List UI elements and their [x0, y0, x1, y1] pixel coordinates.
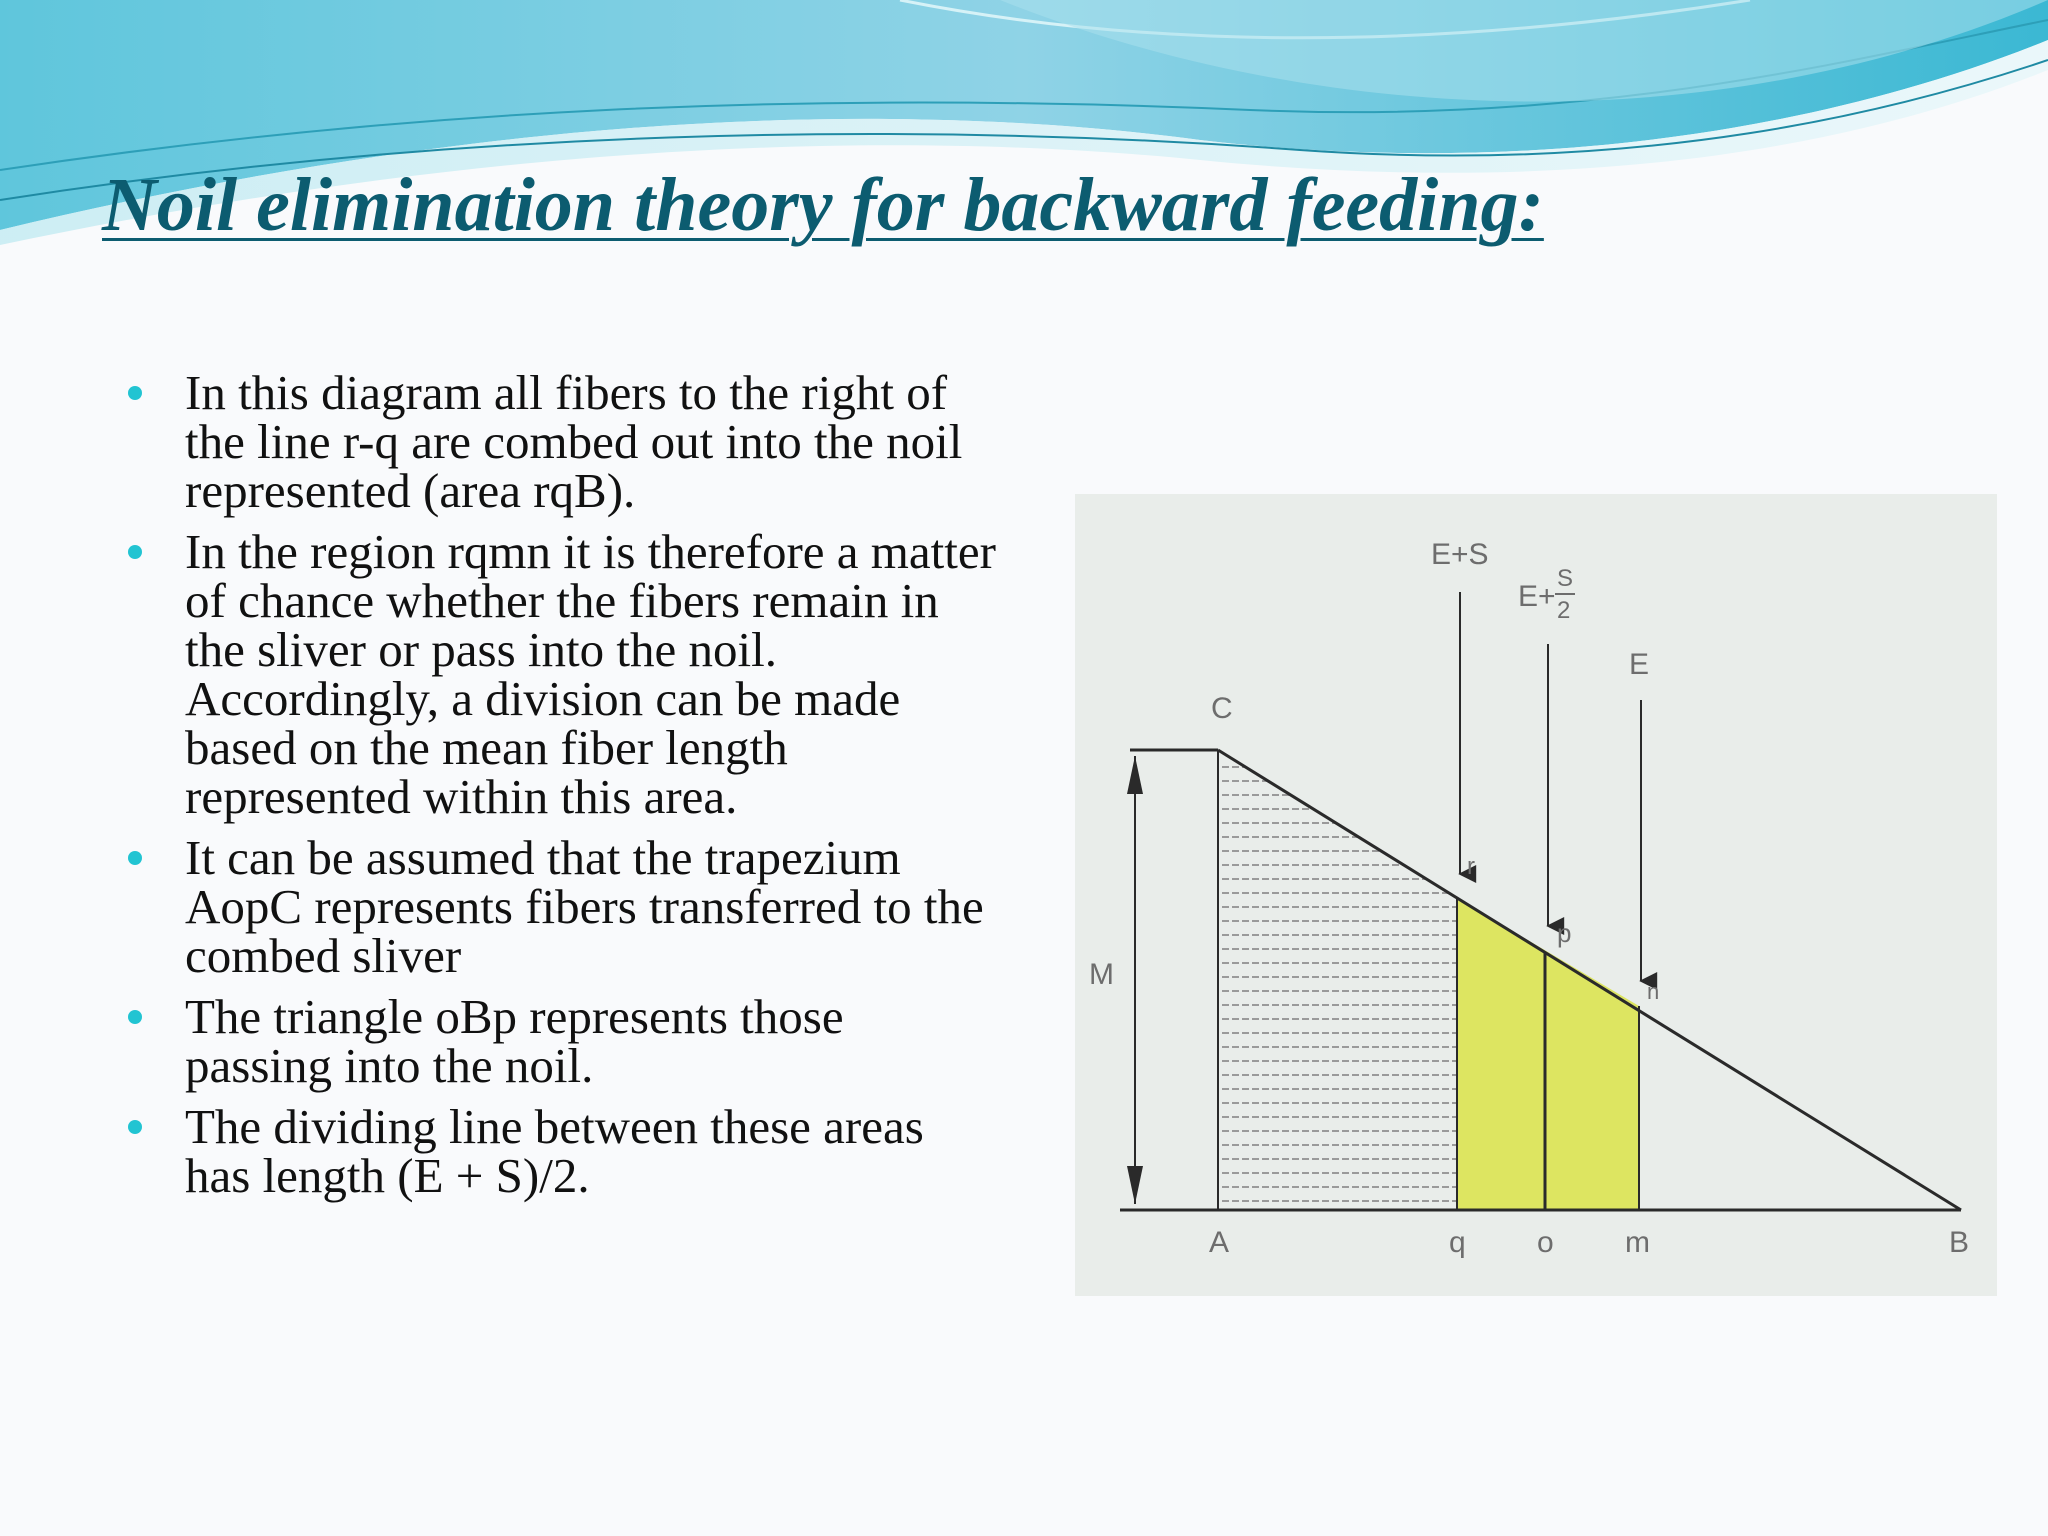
label-A: A: [1209, 1226, 1230, 1259]
label-M: M: [1089, 958, 1114, 991]
bullet-item: [120, 989, 1000, 1093]
label-S-half-denominator: 2: [1557, 597, 1571, 624]
bullet-item: [120, 524, 1000, 824]
bullet-item: [120, 1099, 1000, 1203]
bullet-icon: [128, 545, 142, 559]
bullet-text: The triangle oBp represents those passing into the noil.: [185, 989, 844, 1093]
label-n: n: [1647, 979, 1660, 1004]
label-o: o: [1537, 1226, 1554, 1259]
label-B: B: [1949, 1226, 1970, 1259]
label-q: q: [1449, 1226, 1466, 1259]
bullet-icon: [128, 386, 142, 400]
bullet-text: In this diagram all fibers to the right of the line r-q are combed out into the noil represented (area rqB).: [185, 365, 963, 518]
bullet-text: The dividing line between these areas has length (E + S)/2.: [185, 1099, 924, 1203]
label-m: m: [1625, 1226, 1650, 1259]
label-C: C: [1211, 692, 1233, 725]
bullet-item: [120, 365, 1000, 518]
label-r: r: [1467, 853, 1475, 880]
bullet-list: [120, 365, 1000, 1212]
noil-diagram: [1075, 494, 1997, 1296]
bullet-text: In the region rqmn it is therefore a matter of chance whether the fibers remain in the sliver or pass into the noil. Accordingly, a division can be made based on the mean fiber length represented within this area.: [185, 524, 996, 824]
label-E: E: [1629, 648, 1650, 681]
label-E-plus-S: E+S: [1431, 538, 1489, 571]
label-p: p: [1557, 918, 1572, 948]
bullet-icon: [128, 851, 142, 865]
label-S-half-numerator: S: [1557, 565, 1574, 592]
bullet-item: [120, 830, 1000, 983]
bullet-icon: [128, 1120, 142, 1134]
bullet-text: It can be assumed that the trapezium AopC represents fibers transferred to the combed sliver: [185, 830, 984, 983]
label-E-plus-S-half-prefix: E+: [1518, 580, 1556, 613]
bullet-icon: [128, 1010, 142, 1024]
slide-title: Noil elimination theory for backward feeding:: [102, 163, 1544, 247]
